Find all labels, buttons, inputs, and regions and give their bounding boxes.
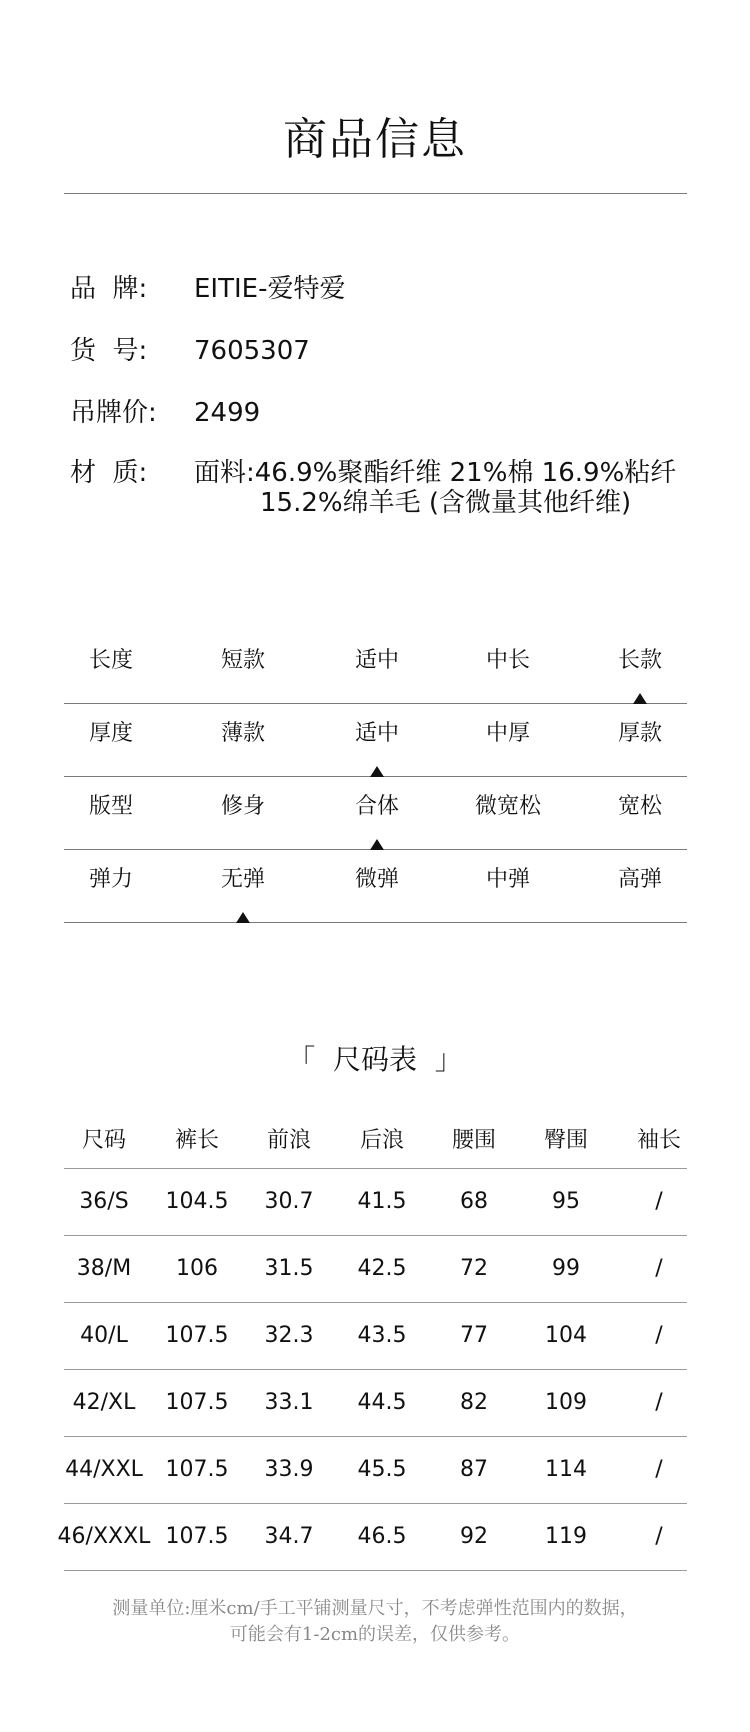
table-cell: 32.3 [264,1323,314,1348]
attribute-option: 中厚 [485,721,530,746]
table-cell: 43.5 [357,1323,407,1348]
table-row [64,1302,687,1369]
column-header: 尺码 [81,1128,126,1153]
attribute-label: 厚度 [88,721,133,746]
table-cell: 46.5 [357,1524,407,1549]
attribute-option: 中长 [485,648,530,673]
table-cell: 114 [545,1457,587,1482]
table-cell: 99 [552,1256,580,1281]
table-cell: / [655,1390,663,1415]
attribute-label: 版型 [88,794,133,819]
attribute-option: 修身 [220,794,265,819]
column-header: 腰围 [451,1128,496,1153]
price-value: 2499 [194,398,261,428]
sku-value: 7605307 [194,336,310,366]
table-cell: 44.5 [357,1390,407,1415]
selected-marker-icon [236,912,250,923]
column-header: 前浪 [266,1128,311,1153]
attribute-option: 无弹 [220,867,265,892]
attribute-option: 厚款 [617,721,662,746]
column-header: 袖长 [636,1128,681,1153]
table-cell: 46/XXXL [57,1524,151,1549]
attribute-label: 长度 [88,648,133,673]
measure-note-line-2: 可能会有1-2cm的误差，仅供参考。 [229,1624,521,1645]
attribute-row [64,632,687,704]
table-row [64,1168,687,1235]
table-cell: 104.5 [165,1189,229,1214]
table-cell: / [655,1524,663,1549]
attribute-option: 短款 [220,648,265,673]
table-row [64,1436,687,1503]
table-cell: 107.5 [165,1390,229,1415]
attribute-option: 宽松 [617,794,662,819]
table-cell: 33.9 [264,1457,314,1482]
table-cell: 87 [460,1457,488,1482]
table-cell: 72 [460,1256,488,1281]
table-cell: / [655,1457,663,1482]
attribute-option: 高弹 [617,867,662,892]
table-cell: / [655,1189,663,1214]
size-chart-title: 「 尺码表 」 [287,1043,463,1076]
table-cell: 31.5 [264,1256,314,1281]
attribute-option: 微弹 [354,867,399,892]
table-cell: 107.5 [165,1524,229,1549]
table-cell: 45.5 [357,1457,407,1482]
attribute-option: 合体 [354,794,399,819]
attribute-row [64,851,687,923]
attribute-divider [64,922,687,923]
table-row [57,1503,687,1570]
table-cell: 30.7 [264,1189,314,1214]
page-title: 商品信息 [283,114,467,165]
attribute-option: 长款 [617,648,662,673]
brand-value: EITIE-爱特爱 [194,274,346,304]
material-line-1: 面料:46.9%聚酯纤维 21%棉 16.9%粘纤 [194,458,677,488]
table-cell: 44/XXL [65,1457,143,1482]
table-cell: 42/XL [72,1390,136,1415]
table-cell: 119 [545,1524,587,1549]
measure-note-line-1: 测量单位:厘米cm/手工平铺测量尺寸，不考虑弹性范围内的数据， [112,1598,638,1619]
attribute-option: 适中 [354,648,399,673]
sku-label: 货 号: [70,336,148,366]
table-cell: 104 [545,1323,587,1348]
attribute-option: 适中 [354,721,399,746]
material-line-2: 15.2%绵羊毛 (含微量其他纤维) [260,488,632,518]
price-label: 吊牌价: [70,398,157,428]
attribute-option: 中弹 [485,867,530,892]
attribute-label: 弹力 [88,867,133,892]
attribute-option: 薄款 [220,721,265,746]
attribute-divider [64,703,687,704]
table-row [64,1369,687,1436]
table-cell: 82 [460,1390,488,1415]
table-cell: 38/M [76,1256,132,1281]
table-cell: 36/S [79,1189,129,1214]
table-divider [64,1570,687,1571]
table-cell: 107.5 [165,1457,229,1482]
table-cell: 109 [545,1390,587,1415]
table-cell: 33.1 [264,1390,314,1415]
material-label: 材 质: [70,458,148,488]
table-cell: 34.7 [264,1524,314,1549]
attribute-row [64,705,687,777]
selected-marker-icon [633,693,647,704]
table-cell: 107.5 [165,1323,229,1348]
selected-marker-icon [370,839,384,850]
selected-marker-icon [370,766,384,777]
attribute-option: 微宽松 [474,794,541,819]
table-row [64,1235,687,1302]
table-cell: 40/L [80,1323,128,1348]
table-cell: 95 [552,1189,580,1214]
table-cell: / [655,1323,663,1348]
column-header: 后浪 [359,1128,404,1153]
table-cell: 92 [460,1524,488,1549]
table-cell: 68 [460,1189,488,1214]
brand-label: 品 牌: [70,274,148,304]
attribute-row [64,778,687,850]
table-cell: 41.5 [357,1189,407,1214]
title-divider [64,193,687,194]
column-header: 裤长 [174,1128,219,1153]
table-cell: 106 [176,1256,218,1281]
table-cell: 77 [460,1323,488,1348]
table-cell: / [655,1256,663,1281]
table-cell: 42.5 [357,1256,407,1281]
column-header: 臀围 [543,1128,588,1153]
